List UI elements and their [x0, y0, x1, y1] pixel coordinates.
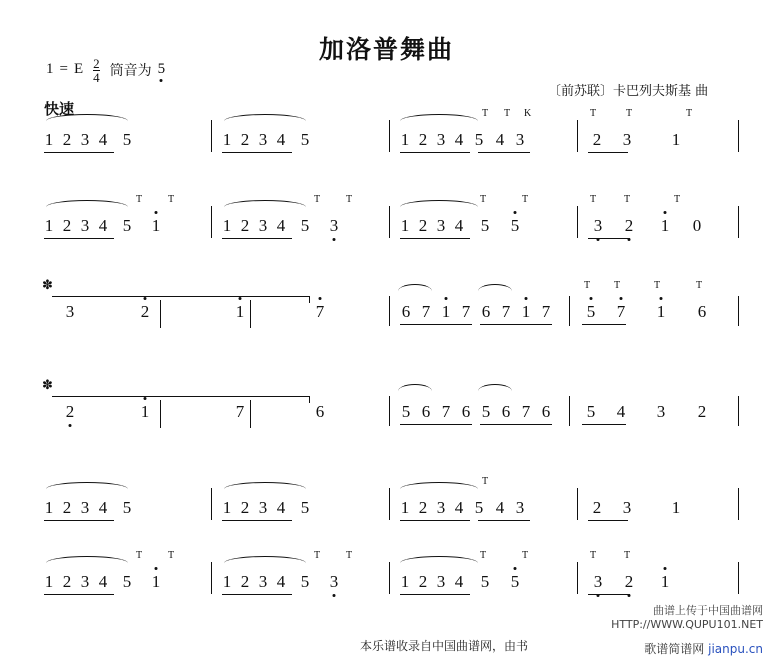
barline [389, 120, 390, 152]
articulation-mark: T [614, 280, 621, 291]
measure: 1 2 3 4 5 [218, 478, 378, 526]
barline [738, 206, 739, 238]
slur [46, 114, 128, 124]
articulation-mark: T [590, 550, 597, 561]
measure: T T 1 2 3 4 5 3 [218, 552, 383, 600]
beam [44, 238, 114, 239]
articulation-mark: T [590, 194, 597, 205]
measure: 2 1 7 6 [40, 382, 370, 430]
barline [211, 120, 212, 152]
slur [398, 284, 432, 294]
articulation-mark: K [524, 108, 532, 119]
barline [577, 562, 578, 594]
beam [588, 238, 630, 239]
measure: 2 3 1 [586, 478, 736, 526]
barline [738, 120, 739, 152]
articulation-mark: T [136, 194, 143, 205]
measure: T 1 2 3 4 5 4 3 [396, 478, 571, 526]
page-title: 加洛普舞曲 [318, 35, 454, 64]
measure: T T T T 5 7 1 6 [580, 282, 735, 330]
measure: T T 1 2 3 4 5 3 [218, 196, 383, 244]
staff-row-1 [0, 110, 773, 158]
staff-row-5 [0, 478, 773, 526]
watermark-en: jianpu.cn [708, 642, 763, 656]
beam [480, 424, 552, 425]
barline [389, 206, 390, 238]
segno-icon: ✽ [42, 378, 53, 393]
beam [222, 594, 292, 595]
barline [250, 400, 251, 428]
articulation-mark: T [624, 550, 631, 561]
slur [224, 200, 306, 210]
barline [569, 396, 570, 426]
beam [588, 594, 630, 595]
barline [738, 562, 739, 594]
articulation-mark: T [654, 280, 661, 291]
slur [224, 482, 306, 492]
slur [478, 284, 512, 294]
beam [480, 324, 552, 325]
footer-note: 本乐谱收录自中国曲谱网，由书 [360, 639, 529, 653]
beam [222, 152, 292, 153]
measure: T T K 1 2 3 4 5 4 3 [396, 110, 571, 158]
articulation-mark: T [346, 194, 353, 205]
slur [46, 556, 128, 566]
articulation-mark: T [480, 194, 487, 205]
measure: 1 2 3 4 5 [40, 110, 200, 158]
articulation-mark: T [482, 108, 489, 119]
beam [44, 520, 114, 521]
articulation-mark: T [168, 550, 175, 561]
slur [400, 482, 478, 492]
barline [738, 396, 739, 426]
articulation-mark: T [624, 194, 631, 205]
key-signature-line [46, 56, 165, 83]
articulation-mark: T [522, 194, 529, 205]
articulation-mark: T [522, 550, 529, 561]
beam [400, 238, 470, 239]
measure: T T 1 2 3 4 5 5 [396, 552, 566, 600]
slur [398, 384, 432, 394]
barline [738, 296, 739, 326]
range-note: 5 [157, 61, 166, 77]
barline [577, 120, 578, 152]
beam [400, 324, 472, 325]
articulation-mark: T [686, 108, 693, 119]
slur [400, 556, 478, 566]
barline [211, 562, 212, 594]
articulation-mark: T [482, 476, 489, 487]
time-numerator: 2 [93, 56, 100, 71]
tempo-marking: 快速 [44, 100, 75, 118]
articulation-mark: T [626, 108, 633, 119]
beam [44, 594, 114, 595]
measure: T T 1 2 3 4 5 5 [396, 196, 566, 244]
articulation-mark: T [314, 194, 321, 205]
measure: 1 2 3 4 5 [40, 478, 200, 526]
barline [160, 300, 161, 328]
jianpu-watermark [644, 640, 763, 657]
articulation-mark: T [590, 108, 597, 119]
articulation-mark: T [696, 280, 703, 291]
watermark-line-2: HTTP://WWW.QUPU101.NET [611, 618, 763, 631]
articulation-mark: T [136, 550, 143, 561]
beam [588, 152, 628, 153]
measure: T T T 3 2 1 0 [586, 196, 741, 244]
slur [46, 200, 128, 210]
composer-credit: 〔前苏联〕卡巴列夫斯基 曲 [548, 84, 709, 99]
key-prefix: 1 [46, 61, 54, 77]
time-denominator: 4 [93, 70, 100, 85]
beam [582, 424, 626, 425]
key-value: E [73, 61, 84, 77]
barline [389, 296, 390, 326]
barline [389, 562, 390, 594]
beam [478, 152, 530, 153]
slur [224, 114, 306, 124]
articulation-mark: T [480, 550, 487, 561]
key-equals: = [59, 61, 68, 77]
slur [400, 200, 478, 210]
barline [577, 488, 578, 520]
barline [211, 206, 212, 238]
beam [400, 520, 470, 521]
beam [400, 152, 470, 153]
articulation-mark: T [504, 108, 511, 119]
measure: 1 2 3 4 5 [218, 110, 378, 158]
staff-row-6 [0, 552, 773, 600]
barline [569, 296, 570, 326]
barline [211, 488, 212, 520]
articulation-mark: T [168, 194, 175, 205]
range-label: 筒音为 [109, 62, 152, 79]
beam [44, 152, 114, 153]
measure: T T T 2 3 1 [586, 110, 736, 158]
beam [588, 520, 628, 521]
beam [400, 424, 472, 425]
site-watermark [611, 604, 763, 632]
watermark-line-1: 曲谱上传于中国曲谱网 [653, 604, 763, 617]
segno-icon: ✽ [42, 278, 53, 293]
slur [46, 482, 128, 492]
beam [582, 324, 626, 325]
beam [222, 238, 292, 239]
staff-row-3 [0, 278, 773, 330]
measure: T T 1 2 3 4 5 1 [40, 196, 205, 244]
barline [738, 488, 739, 520]
barline [389, 396, 390, 426]
measure: T T 3 2 1 [586, 552, 741, 600]
barline [577, 206, 578, 238]
articulation-mark: T [314, 550, 321, 561]
beam [478, 520, 530, 521]
barline [389, 488, 390, 520]
articulation-mark: T [584, 280, 591, 291]
slur [478, 384, 512, 394]
measure: 5 4 3 2 [580, 382, 735, 430]
slur [224, 556, 306, 566]
measure: 3 2 1 7 [40, 282, 370, 330]
measure: T T 1 2 3 4 5 1 [40, 552, 205, 600]
articulation-mark: T [674, 194, 681, 205]
articulation-mark: T [346, 550, 353, 561]
staff-row-4 [0, 378, 773, 430]
measure: 6 7 1 7 6 7 1 7 [396, 282, 571, 330]
slur [400, 114, 478, 124]
barline [160, 400, 161, 428]
measure: 5 6 7 6 5 6 7 6 [396, 382, 571, 430]
beam [222, 520, 292, 521]
watermark-cn: 歌谱简谱网 [644, 642, 705, 656]
beam [400, 594, 470, 595]
time-signature [93, 57, 100, 84]
staff-row-2 [0, 196, 773, 244]
barline [250, 300, 251, 328]
